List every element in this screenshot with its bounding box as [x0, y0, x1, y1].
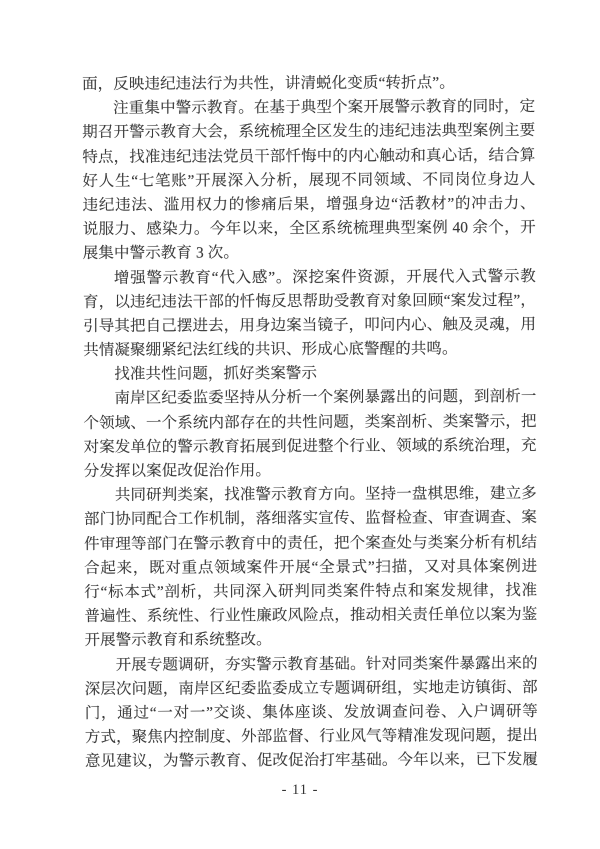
text-line: 部门协同配合工作机制，落细落实宣传、监督检查、审查调查、案: [83, 509, 537, 529]
text-line: 共同研判类案，找准警示教育方向。坚持一盘棋思维，建立多: [114, 485, 537, 505]
text-line: 分发挥以案促改促治作用。: [83, 462, 271, 480]
text-line: 方式，聚焦内控制度、外部监督、行业风气等精准发现问题，提出: [84, 727, 538, 747]
text-line: 件审理等部门在警示教育中的责任，把个案查处与类案分析有机结: [84, 533, 538, 553]
text-line: 个领域、一个系统内部存在的共性问题，类案剖析、类案警示，把: [83, 412, 537, 432]
text-line: 南岸区纪委监委坚持从分析一个案例暴露出的问题，到剖析一: [114, 388, 537, 408]
text-line: 深层次问题，南岸区纪委监委成立专题调研组，实地走访镇街、部: [84, 678, 538, 698]
text-line: 特点，找准违纪违法党员干部忏悔中的内心触动和真心话，结合算: [82, 146, 536, 166]
text-line: 好人生“七笔账”开展深入分析，展现不同领域、不同岗位身边人: [82, 170, 536, 190]
text-line: 门，通过“一对一”交谈、集体座谈、发放调查问卷、入户调研等: [84, 702, 538, 722]
text-line: 开展警示教育和系统整改。: [84, 631, 272, 650]
text-line: 违纪违法、滥用权力的惨痛后果，增强身边“活教材”的冲击力、: [82, 194, 536, 214]
body-text: [82, 71, 538, 774]
text-line: 期召开警示教育大会，系统梳理全区发生的违纪违法典型案例主要: [82, 122, 536, 142]
text-line: 面，反映违纪违法行为共性，讲清蜕化变质“转折点”。: [82, 74, 455, 93]
text-line: 合起来，既对重点领域案件开展“全景式”扫描，又对具体案例进: [84, 557, 538, 577]
text-line: 开展专题调研，夯实警示教育基础。针对同类案件暴露出来的: [115, 654, 538, 674]
text-line: 普遍性、系统性、行业性廉政风险点，推动相关责任单位以案为鉴: [84, 606, 538, 626]
text-line: 育，以违纪违法干部的忏悔反思帮助受教育对象回顾“案发过程”，: [82, 291, 537, 311]
text-line: 找准共性问题，抓好类案警示: [114, 365, 318, 384]
text-line: 展集中警示教育 3 次。: [82, 244, 240, 263]
text-line: 行“标本式”剖析，共同深入研判同类案件特点和案发规律，找准: [84, 581, 538, 601]
text-line: 注重集中警示教育。在基于典型个案开展警示教育的同时，定: [113, 98, 536, 118]
text-line: 说服力、感染力。今年以来，全区系统梳理典型案例 40 余个，开: [82, 219, 536, 239]
text-line: 对案发单位的警示教育拓展到促进整个行业、领域的系统治理，充: [83, 436, 537, 456]
text-line: 共情凝聚绷紧纪法红线的共识、形成心底警醒的共鸣。: [83, 340, 458, 360]
text-line: 增强警示教育“代入感”。深挖案件资源，开展代入式警示教: [113, 267, 536, 287]
text-line: 引导其把自己摆进去，用身边案当镜子，叩问内心、触及灵魂，用: [83, 315, 537, 335]
text-line: 意见建议，为警示教育、促改促治打牢基础。今年以来，已下发履: [84, 751, 539, 771]
page-number: - 11 -: [281, 782, 319, 798]
